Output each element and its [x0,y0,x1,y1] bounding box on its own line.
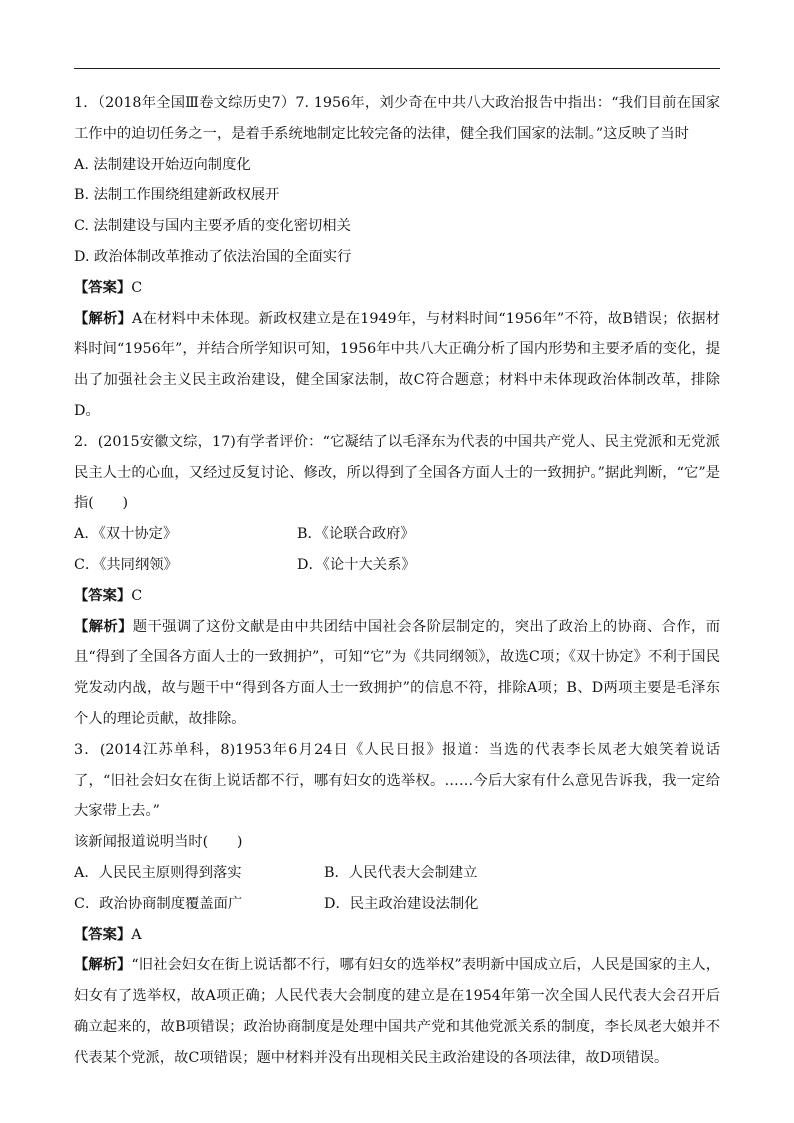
question-stem: 3．(2014江苏单科，8)1953年6月24日《人民日报》报道：当选的代表李长凤老大娘笑着说话了，“旧社会妇女在街上说话都不行，哪有妇女的选举权。……今后大家有什么意见告诉我，我一定给大家带上去。” [74,741,720,820]
question-stem: 2．(2015安徽文综，17)有学者评价：“它凝结了以毛泽东为代表的中国共产党人、民主党派和无党派民主人士的心血，又经过反复讨论、修改，所以得到了全国各方面人士的一致拥护。”据此判断，“它”是指( ) [74,433,720,512]
option-c: C．政治协商制度覆盖面广 [74,895,243,912]
option-c: C. 法制建设与国内主要矛盾的变化密切相关 [74,218,351,235]
analysis-text: “旧社会妇女在街上说话都不行，哪有妇女的选举权”表明新中国成立后，人民是国家的主人，妇女有了选举权，故A项正确；人民代表大会制度的建立是在1954年第一次全国人民代表大会召开后确立起来的，故B项错误；政治协商制度是处理中国共产党和其他党派关系的制度，李长凤老大娘并不代表某个党派，故C项错误；题中材料并没有出现相关民主政治建设的各项法律，故D项错误。 [74,957,721,1066]
analysis-text: 题干强调了这份文献是由中共团结中国社会各阶层制定的，突出了政治上的协商、合作，而且“得到了全国各方面人士的一致拥护”，可知“它”为《共同纲领》，故选C项；《双十协定》不利于国民党发动内战，故与题干中“得到各方面人士一致拥护”的信息不符，排除A项；B、D两项主要是毛泽东个人的理论贡献，故排除。 [74,618,720,727]
answer-label: 【答案】 [74,587,132,604]
question-1 [74,88,720,427]
analysis-paragraph [74,950,720,1073]
option-a: A．人民民主原则得到落实 [74,864,242,881]
option-d: D．《论十大关系》 [297,556,416,573]
answer-value: C [131,279,143,296]
header-rule [74,68,720,69]
question-list [74,88,720,1074]
option-c: C．《共同纲领》 [74,556,178,573]
analysis-label: 【解析】 [74,618,133,635]
question-3 [74,735,720,1074]
analysis-label: 【解析】 [74,957,132,974]
option-d: D．民主政治建设法制化 [324,895,479,912]
option-d: D. 政治体制改革推动了依法治国的全面实行 [74,248,352,265]
analysis-paragraph [74,304,720,427]
question-stem: 1．（2018年全国Ⅲ卷文综历史7）7. 1956年，刘少奇在中共八大政治报告中指出：“我们目前在国家工作中的迫切任务之一，是着手系统地制定比较完备的法律，健全我们国家的法制。”这反映了当时 [74,95,720,142]
option-b: B．《论联合政府》 [297,526,415,543]
option-a: A．《双十协定》 [74,526,178,543]
answer-label: 【答案】 [74,279,132,296]
option-b: B．人民代表大会制建立 [324,864,478,881]
answer-value: A [131,926,142,943]
option-row-1 [74,519,720,550]
option-row-2 [74,550,720,581]
option-row-2 [74,889,720,920]
answer-value: C [131,587,143,604]
option-row-1 [74,858,720,889]
option-a: A. 法制建设开始迈向制度化 [74,156,251,173]
question-2 [74,427,720,735]
answer-line [74,273,720,304]
question-stem-continued: 该新闻报道说明当时( ) [74,834,243,851]
answer-line [74,581,720,612]
option-b: B. 法制工作围绕组建新政权展开 [74,187,280,204]
analysis-text: A在材料中未体现。新政权建立是在1949年，与材料时间“1956年”不符，故B错误；依据材料时间“1956年”，并结合所学知识可知，1956年中共八大正确分析了国内形势和主要矛盾的变化，提出了加强社会主义民主政治建设，健全国家法制，故C符合题意；材料中未体现政治体制改革，排除D。 [74,310,720,419]
answer-line [74,920,720,951]
analysis-label: 【解析】 [74,310,133,327]
analysis-paragraph [74,612,720,735]
answer-label: 【答案】 [74,926,132,943]
